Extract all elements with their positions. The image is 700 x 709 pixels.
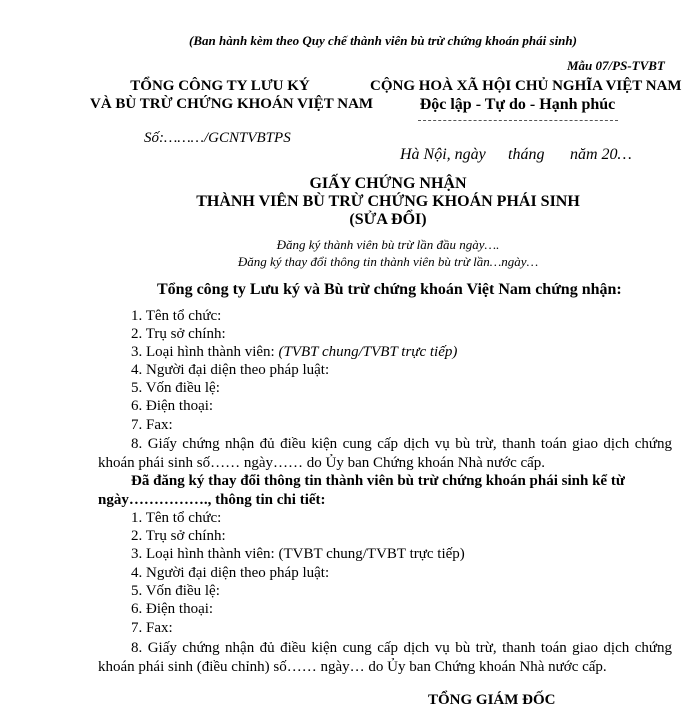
org-name-line1: TỔNG CÔNG TY LƯU KÝ <box>130 78 310 94</box>
certify-heading: Tổng công ty Lưu ký và Bù trừ chứng khoán Việt Nam chứng nhận: <box>157 281 622 298</box>
s1-item-member-type-label: 3. Loại hình thành viên: <box>131 344 275 360</box>
subtitle-first-registration: Đăng ký thành viên bù trừ lần đầu ngày…. <box>276 237 500 252</box>
s1-item-org-name: 1. Tên tổ chức: <box>131 308 222 324</box>
subtitle-change-registration: Đăng ký thay đổi thông tin thành viên bù trừ lần…ngày… <box>237 254 539 269</box>
s2-item-certificate: 8. Giấy chứng nhận đủ điều kiện cung cấp dịch vụ bù trừ, thanh toán giao dịch chứng khoán phái sinh (điều chỉnh) số…… ngày… do Ủy ban Chứng khoán Nhà nước cấp. <box>98 640 672 675</box>
date-place: Hà Nội, ngày <box>400 146 486 163</box>
change-heading: Đã đăng ký thay đổi thông tin thành viên bù trừ chứng khoán phái sinh kể từ ngày……………., thông tin chi tiết: <box>98 473 625 508</box>
s2-item-fax: 7. Fax: <box>131 620 173 636</box>
title-line2: THÀNH VIÊN BÙ TRỪ CHỨNG KHOÁN PHÁI SINH <box>196 193 580 210</box>
s1-item-member-type <box>131 344 457 361</box>
s2-item-phone: 6. Điện thoại: <box>131 601 214 617</box>
s2-item-org-name: 1. Tên tổ chức: <box>131 510 222 526</box>
s1-item-fax: 7. Fax: <box>131 417 173 433</box>
title-line1: GIẤY CHỨNG NHẬN <box>309 175 467 192</box>
issuance-note: (Ban hành kèm theo Quy chế thành viên bù trừ chứng khoán phái sinh) <box>189 33 577 48</box>
s2-item-head-office: 2. Trụ sở chính: <box>131 528 226 544</box>
motto-underline <box>418 120 618 121</box>
signature-title: TỔNG GIÁM ĐỐC <box>428 692 556 708</box>
document-number: Số:………/GCNTVBTPS <box>144 130 291 146</box>
form-code: Mẫu 07/PS-TVBT <box>567 58 665 73</box>
s1-item-charter-capital: 5. Vốn điều lệ: <box>131 380 220 396</box>
org-name-line2: VÀ BÙ TRỪ CHỨNG KHOÁN VIỆT NAM <box>90 96 374 112</box>
s1-item-legal-rep: 4. Người đại diện theo pháp luật: <box>131 362 330 378</box>
s2-item-legal-rep: 4. Người đại diện theo pháp luật: <box>131 565 330 581</box>
s2-item-member-type: 3. Loại hình thành viên: (TVBT chung/TVBT trực tiếp) <box>131 546 465 562</box>
s2-item-charter-capital: 5. Vốn điều lệ: <box>131 583 220 599</box>
s1-item-member-type-value: (TVBT chung/TVBT trực tiếp) <box>278 344 458 360</box>
s1-item-certificate: 8. Giấy chứng nhận đủ điều kiện cung cấp dịch vụ bù trừ, thanh toán giao dịch chứng khoán phái sinh số…… ngày…… do Ủy ban Chứng khoán Nhà nước cấp. <box>98 436 672 471</box>
s1-item-head-office: 2. Trụ sở chính: <box>131 326 226 342</box>
nation-motto: Độc lập - Tự do - Hạnh phúc <box>419 96 616 113</box>
nation-name: CỘNG HOÀ XÃ HỘI CHỦ NGHĨA VIỆT NAM <box>370 78 682 94</box>
s1-item-phone: 6. Điện thoại: <box>131 398 214 414</box>
date-year: năm 20… <box>570 146 632 163</box>
title-line3: (SỬA ĐỔI) <box>349 211 427 228</box>
date-month: tháng <box>508 146 545 163</box>
